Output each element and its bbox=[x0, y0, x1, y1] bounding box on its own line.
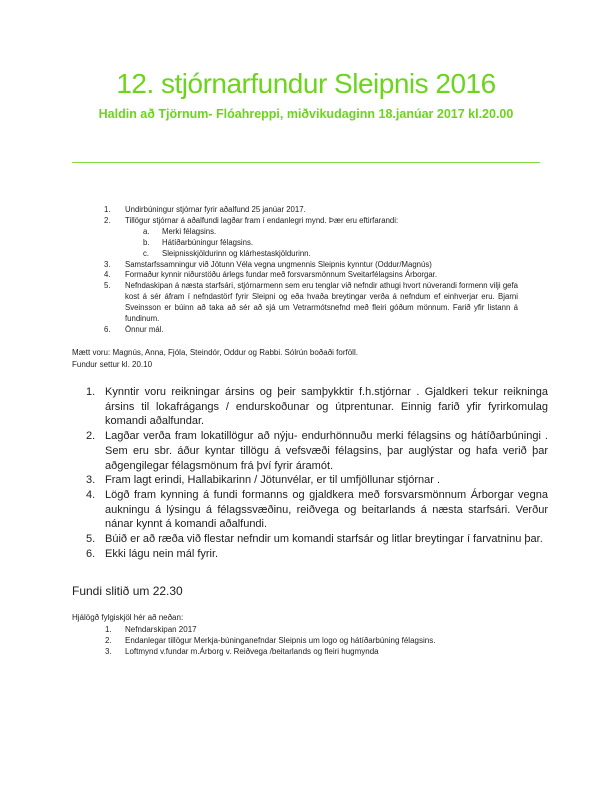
item-number: 5. bbox=[86, 533, 96, 546]
attendance-line: Mætt voru: Magnús, Anna, Fjóla, Steindór, Oddur og Rabbi. Sólrún boðaði forföll. bbox=[72, 348, 358, 357]
item-text: Sleipnisskjöldurinn og klárhestaskjöldurinn. bbox=[162, 248, 311, 258]
item-number: 2. bbox=[86, 430, 96, 443]
minutes-item bbox=[86, 547, 548, 562]
item-number: 1. bbox=[86, 386, 96, 398]
page-title: 12. stjórnarfundur Sleipnis 2016 bbox=[116, 68, 496, 99]
item-number: 4. bbox=[86, 488, 96, 501]
agenda-item bbox=[104, 216, 518, 227]
agenda-item bbox=[104, 260, 518, 271]
minutes-item bbox=[86, 488, 548, 532]
item-number: 5. bbox=[104, 281, 111, 291]
item-text: Formaður kynnir niðurstöðu árlegs fundar með forsvarsmönnum Sveitarfélagsins Árborgar. bbox=[125, 270, 438, 280]
item-number: 2. bbox=[104, 215, 111, 225]
minutes-item bbox=[86, 385, 548, 429]
item-text: Merki félagsins. bbox=[162, 226, 217, 236]
agenda-item bbox=[104, 205, 518, 216]
item-number: 3. bbox=[86, 474, 96, 487]
item-number: 1. bbox=[105, 625, 112, 634]
item-text: Samstarfssamningur við Jötunn Véla vegna ungmennis Sleipnis kynntur (Oddur/Magnús) bbox=[125, 259, 432, 269]
item-text: Undirbúningur stjórnar fyrir aðalfund 25 janúar 2017. bbox=[125, 205, 306, 214]
item-number: 2. bbox=[105, 636, 112, 645]
agenda-subitem bbox=[104, 249, 518, 260]
item-number: 3. bbox=[104, 259, 111, 269]
item-number: 4. bbox=[104, 270, 111, 280]
item-number: c. bbox=[143, 248, 150, 258]
item-text: Nefndaskipan á næsta starfsári, stjórnarmenn sem eru tenglar við nefndir athugi hvort núverandi formenn vilji gefa kost á sér áfram í nefndastörf fyrir Sleipni og eða hvaða breytingar verða á nefndum ef einhverjar eru. Bjarni Sveinsson er búinn að taka að sér að sjá um Vetrarmótsnefnd með fleiri góðum mönnum. Farið yfir listann á fundinum. bbox=[125, 281, 518, 324]
item-text: Tillögur stjórnar á aðalfundi lagðar fram í endanlegri mynd. Þær eru eftirfarandi: bbox=[125, 215, 399, 225]
meeting-opened-line: Fundur settur kl. 20.10 bbox=[72, 359, 153, 369]
item-text: Önnur mál. bbox=[125, 324, 164, 334]
minutes-list bbox=[86, 385, 548, 561]
item-number: a. bbox=[143, 226, 150, 236]
item-number: b. bbox=[143, 237, 150, 247]
agenda-item bbox=[104, 270, 518, 281]
item-text: Lagðar verða fram lokatillögur að nýju- endurhönnuðu merki félagsins og hátíðarbúningi . Sem eru sbr. áður kyntar tillögu á vefsvæði félagsins, þar auglýstar og hafa verið þar aðgengilegar félagsmönum frá því fyrir áramót. bbox=[105, 430, 548, 472]
item-number: 3. bbox=[105, 647, 112, 656]
item-number: 6. bbox=[86, 547, 96, 560]
meeting-closed-line: Fundi slitið um 22.30 bbox=[72, 584, 183, 598]
page-subtitle: Haldin að Tjörnum- Flóahreppi, miðvikudaginn 18.janúar 2017 kl.20.00 bbox=[98, 107, 514, 121]
attachment-item bbox=[105, 646, 512, 657]
agenda-subitem bbox=[104, 238, 518, 249]
item-text: Endanlegar tillögur Merkja-búninganefndar Sleipnis um logo og hátíðarbúning félagsins. bbox=[125, 636, 436, 645]
item-text: Loftmynd v.fundar m.Árborg v. Reiðvega /beitarlands og fleiri hugmynda bbox=[125, 647, 379, 656]
item-number: 6. bbox=[104, 324, 111, 334]
attachment-item bbox=[105, 624, 512, 635]
agenda-subitem bbox=[104, 227, 518, 238]
item-text: Hátíðarbúningur félagsins. bbox=[162, 237, 254, 247]
minutes-item bbox=[86, 429, 548, 473]
attachment-item bbox=[105, 635, 512, 646]
header-divider bbox=[72, 162, 540, 163]
item-number: 1. bbox=[104, 205, 111, 214]
item-text: Kynntir voru reikningar ársins og þeir samþykktir f.h.stjórnar . Gjaldkeri tekur reikninga ársins til lokafrágangs / endurskoðunar og útprentunar. Einnig farið yfir fyrirkomulag komandi aðalfundar. bbox=[105, 386, 548, 428]
item-text: Búið er að ræða við flestar nefndir um komandi starfsár og litlar breytingar í farvatninu þar. bbox=[105, 533, 543, 546]
item-text: Nefndarskipan 2017 bbox=[125, 625, 197, 634]
agenda-item bbox=[104, 281, 518, 325]
attendance-section bbox=[72, 347, 512, 370]
item-text: Lögð fram kynning á fundi formanns og gjaldkera með forsvarsmönnum Árborgar vegna aukningu á lýsingu á félagssvæðinu, reiðvega og beitarlands á næsta starfsári. Verður nánar kynnt á komandi aðalfundi. bbox=[105, 488, 548, 531]
attachments-section bbox=[72, 612, 512, 657]
agenda-list bbox=[104, 205, 518, 336]
minutes-item bbox=[86, 473, 548, 488]
item-text: Fram lagt erindi, Hallabikarinn / Jötunvélar, er til umfjöllunar stjórnar . bbox=[105, 474, 441, 487]
attachments-header: Hjálögð fylgiskjöl hér að neðan: bbox=[72, 613, 184, 622]
agenda-item bbox=[104, 325, 518, 336]
item-text: Ekki lágu nein mál fyrir. bbox=[105, 547, 219, 560]
minutes-item bbox=[86, 532, 548, 547]
